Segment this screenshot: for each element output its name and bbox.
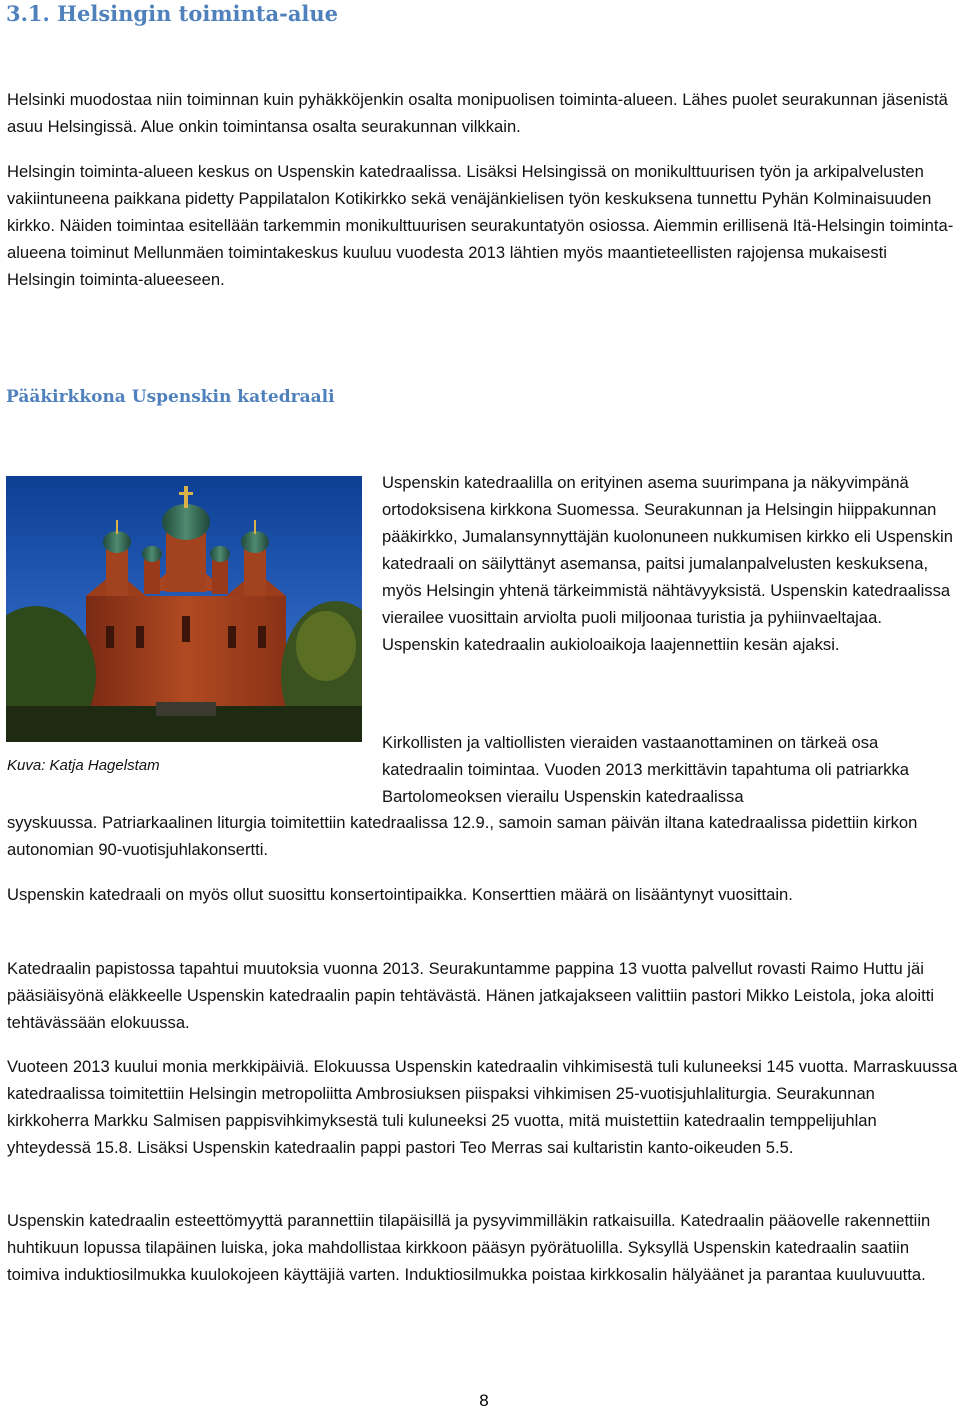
cathedral-paragraph-5: Vuoteen 2013 kuului monia merkkipäiviä. Elokuussa Uspenskin katedraalin vihkimisestä tuli kuluneeksi 145 vuotta. Marraskuussa katedraalissa toimitettiin Helsingin metropoliitta Ambrosiuksen piispaksi vihkimisen 25-vuotisjuhlaliturgia. Seurakunnan kirkkoherra Markku Salmisen pappisvihkimyksestä tuli kuluneeksi 25 vuotta, mitä muistettiin katedraalin temppelijuhlan yhteydessä 15.8. Lisäksi Uspenskin katedraalin pappi pastori Teo Merras sai kultaristin kanto-oikeuden 5.5. bbox=[7, 1057, 958, 1157]
cathedral-photo bbox=[6, 476, 362, 742]
cathedral-paragraph-2-continued: syyskuussa. Patriarkaalinen liturgia toimitettiin katedraalissa 12.9., samoin saman päivän iltana katedraalissa pidettiin kirkon autonomian 90-vuotisjuhlakonsertti. bbox=[7, 813, 918, 859]
subsection-heading: Pääkirkkona Uspenskin katedraali bbox=[6, 387, 335, 407]
cathedral-paragraph-2-wrapped: Kirkollisten ja valtiollisten vieraiden vastaanottaminen on tärkeä osa katedraalin toimintaa. Vuoden 2013 merkittävin tapahtuma oli patriarkka Bartolomeoksen vierailu Uspenskin katedraalissa bbox=[382, 733, 909, 806]
section-heading: 3.1. Helsingin toiminta-alue bbox=[6, 1, 339, 26]
cathedral-paragraph-3: Uspenskin katedraali on myös ollut suosittu konsertointipaikka. Konserttien määrä on lisääntynyt vuosittain. bbox=[7, 885, 793, 904]
page-number: 8 bbox=[479, 1391, 489, 1410]
photo-caption: Kuva: Katja Hagelstam bbox=[7, 757, 160, 774]
intro-paragraph-2: Helsingin toiminta-alueen keskus on Uspenskin katedraalissa. Lisäksi Helsingissä on monikulttuurisen työn ja arkipalvelusten vakiintuneena paikkana pidetty Pappilatalon Kotikirkko sekä venäjänkielisen työn keskuksena tunnettu Pyhän Kolminaisuuden kirkko. Näiden toimintaa esitellään tarkemmin monikulttuurisen seurakuntatyön osiossa. Aiemmin erillisenä Itä-Helsingin toiminta-alueena toiminut Mellunmäen toimintakeskus kuuluu vuodesta 2013 lähtien myös maantieteellisten rajojensa mukaisesti Helsingin toiminta-alueeseen. bbox=[7, 162, 954, 289]
cathedral-paragraph-1: Uspenskin katedraalilla on erityinen asema suurimpana ja näkyvimpänä ortodoksisena kirkkona Suomessa. Seurakunnan ja Helsingin hiippakunnan pääkirkko, Jumalansynnyttäjän kuolonuneen nukkumisen kirkko eli Uspenskin katedraali on säilyttänyt asemansa, paitsi jumalanpalvelusten keskuksena, myös Helsingin yhtenä tärkeimmistä nähtävyyksistä. Uspenskin katedraalissa vierailee vuosittain arviolta puoli miljoonaa turistia ja pyhiinvaeltajaa. Uspenskin katedraalin aukioloaikoja laajennettiin kesän ajaksi. bbox=[382, 473, 953, 654]
cathedral-paragraph-6: Uspenskin katedraalin esteettömyyttä parannettiin tilapäisillä ja pysyvimmilläkin ratkaisuilla. Katedraalin pääovelle rakennettiin huhtikuun lopussa tilapäinen luiska, joka mahdollistaa kirkkoon pääsyn pyörätuolilla. Syksyllä Uspenskin katedraalin saatiin toimiva induktiosilmukka kuulokojeen käyttäjiä varten. Induktiosilmukka poistaa kirkkosalin hälyäänet ja parantaa kuuluvuutta. bbox=[7, 1211, 931, 1284]
cathedral-paragraph-4: Katedraalin papistossa tapahtui muutoksia vuonna 2013. Seurakuntamme pappina 13 vuotta palvellut rovasti Raimo Huttu jäi pääsiäisyönä eläkkeelle Uspenskin katedraalin papin tehtävästä. Hänen jatkajakseen valittiin pastori Mikko Leistola, joka aloitti tehtävässään elokuussa. bbox=[7, 959, 935, 1032]
intro-paragraph-1: Helsinki muodostaa niin toiminnan kuin pyhäkköjenkin osalta monipuolisen toiminta-alueen. Lähes puolet seurakunnan jäsenistä asuu Helsingissä. Alue onkin toimintansa osalta seurakunnan vilkkain. bbox=[7, 90, 948, 136]
